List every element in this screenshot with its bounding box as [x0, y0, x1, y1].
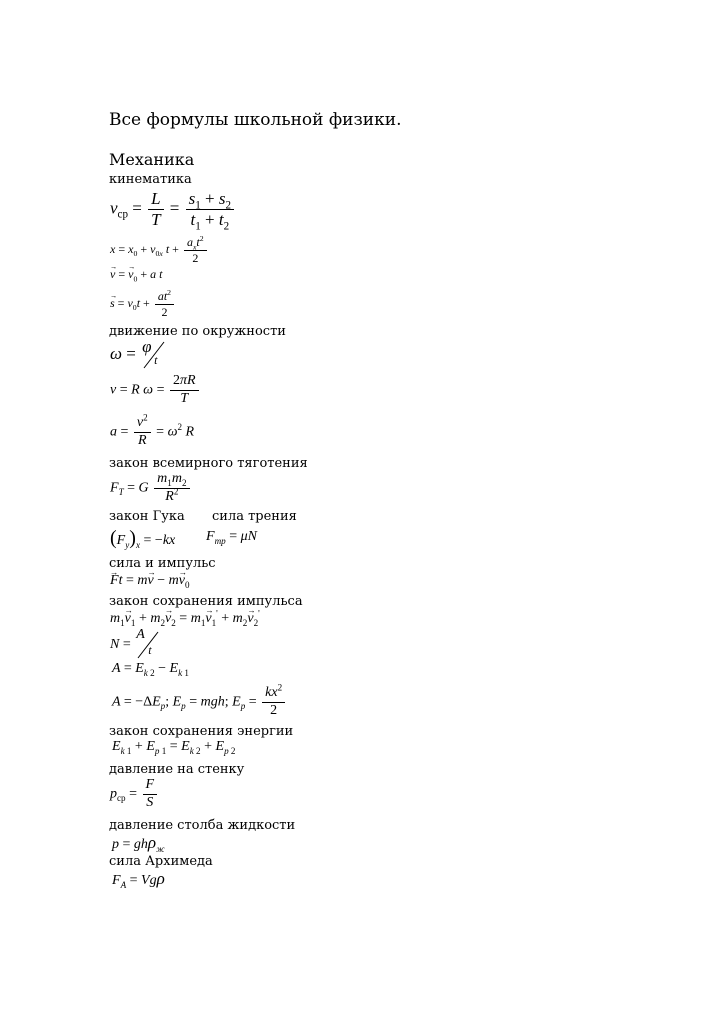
formula-archimedes: $F_A = Vg\rho$ — [112, 869, 165, 890]
label-force-impulse: сила и импульс — [109, 556, 216, 571]
label-archimedes: сила Архимеда — [109, 854, 213, 869]
formula-hooke: $(F_y)_x = -kx$ — [110, 527, 176, 550]
formula-work-kinetic: $A = E_{k 2} - E_{k 1}$ — [112, 661, 189, 678]
formula-average-velocity: $v_{ср}$ = $\frac{L}{T}$ = $\frac{s_1 + s_2}{t_1 + t_2}$ — [110, 190, 236, 229]
label-energy-conservation: закон сохранения энергии — [109, 724, 294, 739]
formula-gravitation: $F_T = G$ $\frac{m_1m_2}{R^2}$ — [110, 472, 192, 504]
label-wall-pressure: давление на стенку — [109, 762, 245, 777]
formula-hydrostatic-pressure: p = ghρ$_ж$ — [112, 833, 165, 854]
formula-centripetal-acceleration: a = $\frac{v^2}{R}$ = $\omega^2$ R — [110, 412, 195, 448]
formula-velocity: → v = → $v_0 + a$ t — [110, 268, 162, 280]
formula-displacement: → $s = v_0t$ + $\frac{at^2}{2}$ — [110, 290, 176, 318]
label-friction: сила трения — [212, 509, 297, 524]
label-kinematics: кинематика — [109, 172, 192, 187]
formula-power: N = A t — [110, 630, 160, 660]
label-momentum-conservation: закон сохранения импульса — [109, 594, 303, 609]
label-liquid-column-pressure: давление столба жидкости — [109, 818, 296, 833]
formula-energy-conservation: $E_{k 1} + E_{p 1} = E_{k 2} + E_{p 2}$ — [112, 739, 236, 756]
formula-linear-velocity: v = R ω = $\frac{2\pi R}{T}$ — [110, 374, 201, 406]
formula-force-impulse: → $Ft = m\to v - m\to v_0$ — [110, 574, 190, 588]
formula-coordinate: $x = x_0 + v_{0x}$ t + $\frac{a_xt^2}{2}$ — [110, 236, 209, 264]
label-hooke: закон Гука — [109, 509, 185, 524]
section-heading: Механика — [109, 150, 195, 169]
formula-friction: $F_{тр} = \mu N$ — [206, 529, 257, 546]
page-title: Все формулы школьной физики. — [109, 110, 402, 130]
formula-angular-velocity: ω = φ t — [110, 340, 166, 370]
formula-work-potential: $A = -\Delta E_p$; $E_p$ = mgh; $E_p$ = $\frac{kx^2}{2}$ — [112, 686, 287, 718]
label-gravitation: закон всемирного тяготения — [109, 456, 308, 471]
formula-momentum-conservation: $m_1\to v_1 + m_2\to v_2 = m_1\to v_1' + m_2\to v_2'$ — [110, 612, 260, 626]
label-circular-motion: движение по окружности — [109, 324, 286, 339]
formula-pressure: $p_{ср}$ = $\frac{F}{S}$ — [110, 778, 159, 810]
